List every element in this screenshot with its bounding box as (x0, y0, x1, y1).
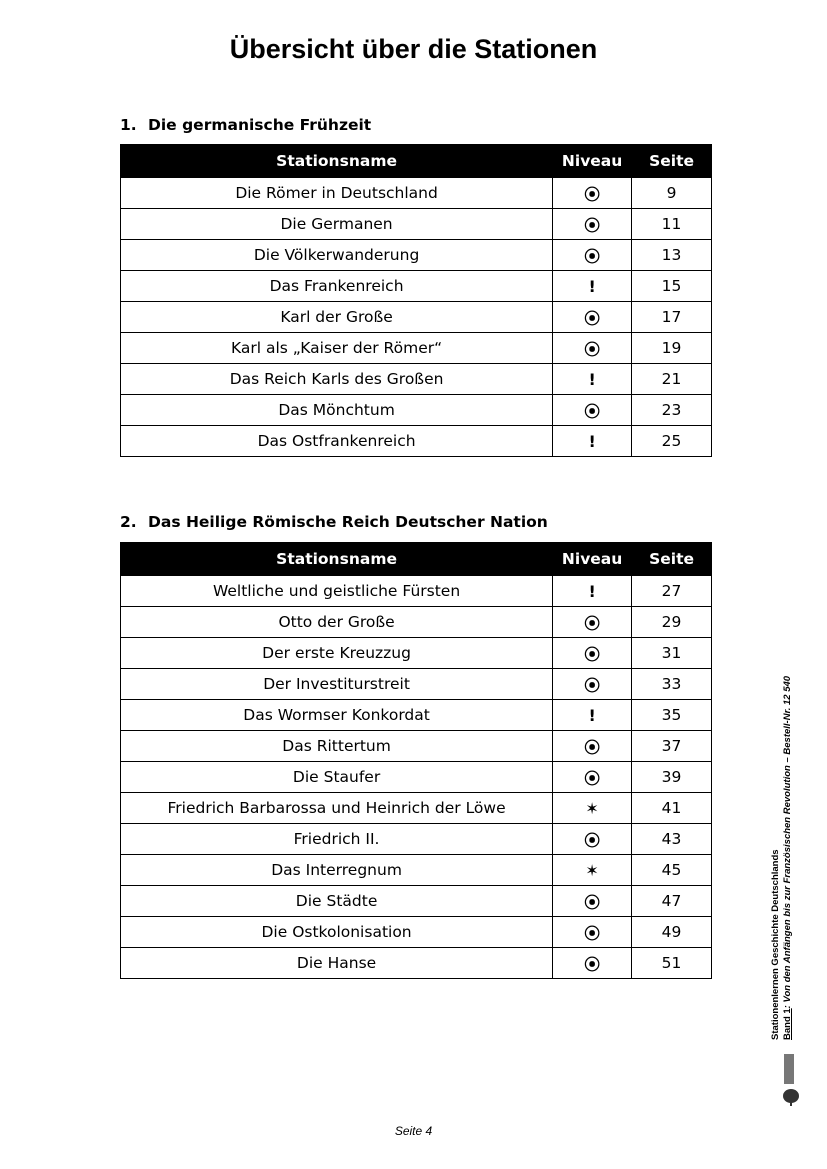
station-name: Karl als „Kaiser der Römer“ (121, 333, 553, 364)
page-number: 41 (632, 793, 712, 824)
page-number: 35 (632, 700, 712, 731)
station-name: Die Staufer (121, 762, 553, 793)
table-row (121, 886, 712, 917)
station-name: Die Hanse (121, 948, 553, 979)
side-publication-note (770, 640, 793, 1040)
level-icon: ✶ (553, 793, 632, 824)
section-title: Das Heilige Römische Reich Deutscher Nation (148, 513, 548, 531)
level-icon: ⦿ (553, 302, 632, 333)
column-header-page: Seite (632, 145, 712, 178)
page-number: 17 (632, 302, 712, 333)
station-name: Das Mönchtum (121, 395, 553, 426)
station-name: Die Völkerwanderung (121, 240, 553, 271)
table-header-row (121, 543, 712, 576)
column-header-page: Seite (632, 543, 712, 576)
level-icon: ! (553, 426, 632, 457)
table-row (121, 302, 712, 333)
table-row (121, 731, 712, 762)
station-name: Friedrich Barbarossa und Heinrich der Löwe (121, 793, 553, 824)
level-icon: ⦿ (553, 886, 632, 917)
station-name: Die Ostkolonisation (121, 917, 553, 948)
station-name: Der erste Kreuzzug (121, 638, 553, 669)
level-icon: ⦿ (553, 395, 632, 426)
table-row (121, 638, 712, 669)
table-row (121, 762, 712, 793)
table-row (121, 271, 712, 302)
level-icon: ⦿ (553, 240, 632, 271)
station-name: Die Römer in Deutschland (121, 178, 553, 209)
table-row (121, 607, 712, 638)
series-title: Stationenlernen Geschichte Deutschlands (770, 849, 781, 1040)
page-number: 39 (632, 762, 712, 793)
level-icon: ⦿ (553, 824, 632, 855)
column-header-level: Niveau (553, 543, 632, 576)
logo-tree-trunk (790, 1098, 792, 1106)
station-name: Das Interregnum (121, 855, 553, 886)
level-icon: ⦿ (553, 731, 632, 762)
station-name: Otto der Große (121, 607, 553, 638)
volume-label: Band 1 (781, 1008, 793, 1040)
section-number: 1. (120, 116, 137, 134)
page-number: 13 (632, 240, 712, 271)
page-number: 49 (632, 917, 712, 948)
page-number: 33 (632, 669, 712, 700)
table-row (121, 333, 712, 364)
page-number: 31 (632, 638, 712, 669)
page-number: 19 (632, 333, 712, 364)
level-icon: ⦿ (553, 178, 632, 209)
page-number: 47 (632, 886, 712, 917)
station-name: Die Germanen (121, 209, 553, 240)
page-number: 43 (632, 824, 712, 855)
table-row (121, 948, 712, 979)
table-row (121, 240, 712, 271)
level-icon: ⦿ (553, 607, 632, 638)
station-name: Karl der Große (121, 302, 553, 333)
level-icon: ⦿ (553, 762, 632, 793)
section-heading-1 (120, 116, 371, 134)
level-icon: ! (553, 700, 632, 731)
table-row (121, 209, 712, 240)
table-row (121, 917, 712, 948)
table-row (121, 700, 712, 731)
page-number: 15 (632, 271, 712, 302)
logo-banner (784, 1054, 794, 1084)
page-number: 51 (632, 948, 712, 979)
level-icon: ! (553, 271, 632, 302)
station-name: Das Ostfrankenreich (121, 426, 553, 457)
page-number: 25 (632, 426, 712, 457)
column-header-name: Stationsname (121, 543, 553, 576)
level-icon: ⦿ (553, 638, 632, 669)
page-number: 45 (632, 855, 712, 886)
station-name: Das Reich Karls des Großen (121, 364, 553, 395)
level-icon: ⦿ (553, 333, 632, 364)
table-header-row (121, 145, 712, 178)
volume-order-line (782, 640, 794, 1040)
section-title: Die germanische Frühzeit (148, 116, 372, 134)
station-name: Das Frankenreich (121, 271, 553, 302)
publisher-logo-icon (781, 1054, 801, 1106)
table-row (121, 669, 712, 700)
station-name: Das Rittertum (121, 731, 553, 762)
level-icon: ⦿ (553, 948, 632, 979)
level-icon: ⦿ (553, 669, 632, 700)
table-row (121, 178, 712, 209)
page-title: Übersicht über die Stationen (229, 34, 598, 64)
station-name: Friedrich II. (121, 824, 553, 855)
station-name: Weltliche und geistliche Fürsten (121, 576, 553, 607)
column-header-name: Stationsname (121, 145, 553, 178)
page-number: 29 (632, 607, 712, 638)
level-icon: ! (553, 576, 632, 607)
stations-table-2 (120, 542, 712, 979)
table-row (121, 576, 712, 607)
station-name: Die Städte (121, 886, 553, 917)
station-name: Das Wormser Konkordat (121, 700, 553, 731)
page-number: 11 (632, 209, 712, 240)
page-number: 9 (632, 178, 712, 209)
page-number: 21 (632, 364, 712, 395)
page-number: 23 (632, 395, 712, 426)
level-icon: ! (553, 364, 632, 395)
volume-subtitle: : Von den Anfängen bis zur Französischen Revolution – Bestell-Nr. 12 540 (781, 675, 793, 1009)
table-row (121, 364, 712, 395)
table-row (121, 824, 712, 855)
station-name: Der Investiturstreit (121, 669, 553, 700)
page-footer: Seite 4 (394, 1124, 433, 1138)
section-number: 2. (120, 513, 137, 531)
table-row (121, 855, 712, 886)
stations-table-1 (120, 144, 712, 457)
column-header-level: Niveau (553, 145, 632, 178)
table-row (121, 793, 712, 824)
level-icon: ⦿ (553, 917, 632, 948)
level-icon: ⦿ (553, 209, 632, 240)
page-number: 37 (632, 731, 712, 762)
table-row (121, 395, 712, 426)
section-heading-2 (120, 513, 548, 531)
table-row (121, 426, 712, 457)
page-number: 27 (632, 576, 712, 607)
level-icon: ✶ (553, 855, 632, 886)
